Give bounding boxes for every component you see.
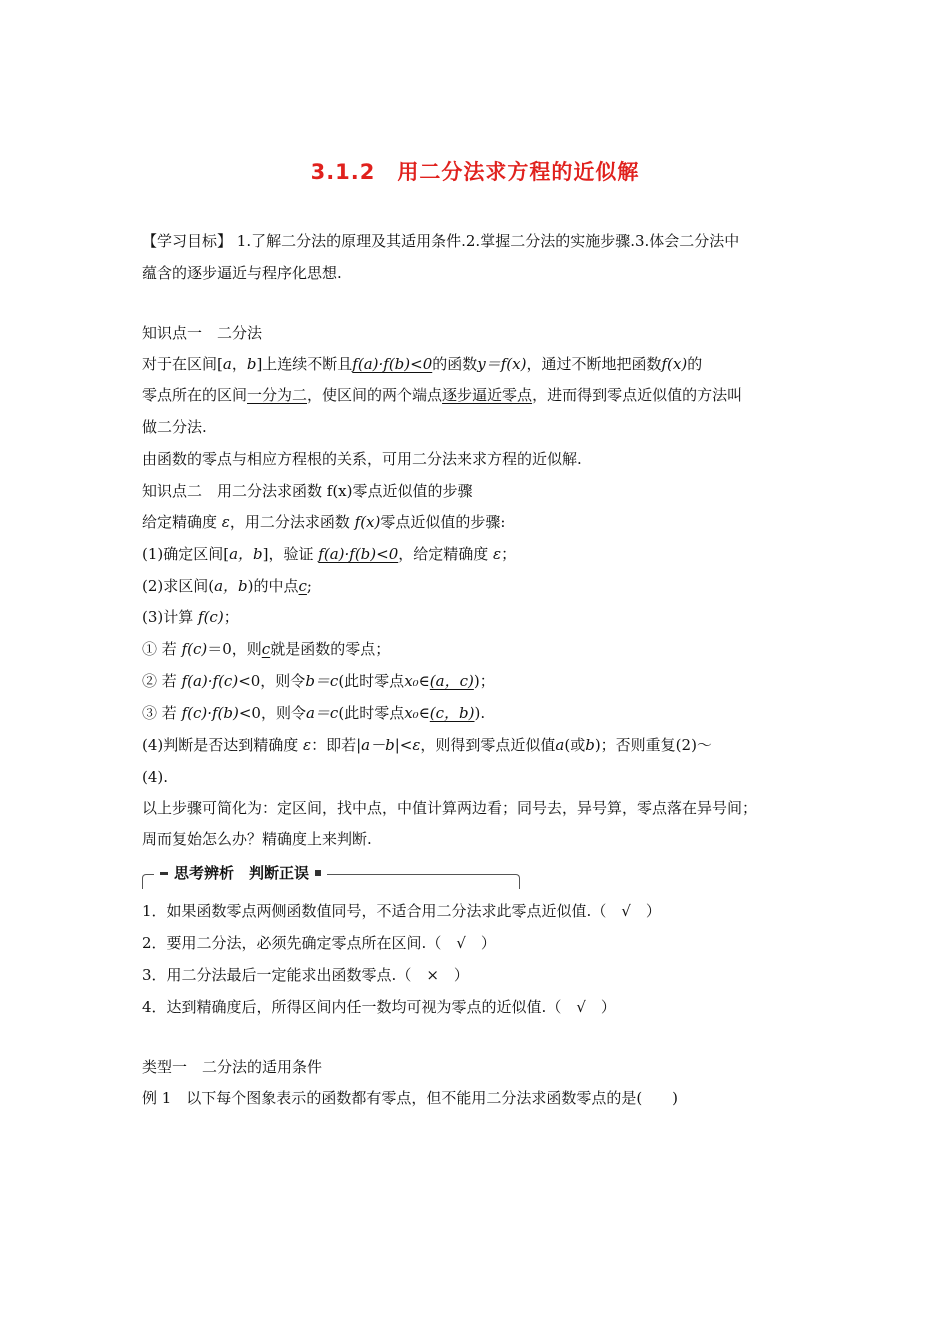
function-fx: f(x) bbox=[661, 355, 688, 373]
text: ③ 若 bbox=[142, 704, 177, 722]
text: ＝0，则 bbox=[207, 640, 262, 658]
text: 的函数 bbox=[432, 355, 478, 373]
text: (4)判断是否达到精确度 bbox=[142, 736, 299, 754]
kp2-summary-1: 以上步骤可简化为：定区间，找中点，中值计算两边看；同号去，异号算，零点落在异号间； bbox=[142, 799, 758, 817]
text: ]，验证 bbox=[262, 545, 314, 563]
square-icon bbox=[315, 870, 321, 876]
kp1-line-4: 由函数的零点与相应方程根的关系，可用二分法来求方程的近似解. bbox=[142, 450, 582, 468]
text: 的 bbox=[687, 355, 703, 373]
text: ② 若 bbox=[142, 672, 177, 690]
kp2-step-3 bbox=[142, 606, 239, 628]
kp2-step-4-cont: (4). bbox=[142, 768, 169, 786]
objectives-line-2: 蕴含的逐步逼近与程序化思想. bbox=[142, 264, 342, 282]
kp1-line-2 bbox=[142, 384, 742, 406]
kp2-intro bbox=[142, 511, 505, 533]
text: (或 bbox=[564, 736, 586, 754]
text: ，给定精确度 bbox=[398, 545, 489, 563]
objectives-tag: 【学习目标】 bbox=[142, 232, 233, 250]
var-b: b bbox=[585, 736, 595, 754]
underlined-interval: (a，c) bbox=[429, 672, 474, 690]
underlined-term: 逐步逼近零点 bbox=[442, 386, 533, 404]
text: ，使区间的两个端点 bbox=[307, 386, 443, 404]
text: (此时零点 bbox=[338, 704, 405, 722]
text: )；否则重复(2)～ bbox=[594, 736, 712, 754]
kp2-step-2 bbox=[142, 575, 312, 597]
text: 零点所在的区间 bbox=[142, 386, 248, 404]
epsilon: ε bbox=[412, 736, 421, 754]
think-section-header bbox=[142, 862, 518, 888]
text: 就是函数的零点； bbox=[270, 640, 391, 658]
kp2-case-3 bbox=[142, 702, 485, 724]
difference: a－b bbox=[361, 736, 395, 754]
dash-icon bbox=[160, 872, 168, 875]
text: <0，则令 bbox=[238, 672, 306, 690]
product: f(c)·f(b) bbox=[181, 704, 239, 722]
text: ∈ bbox=[418, 704, 430, 722]
text: ① 若 bbox=[142, 640, 177, 658]
underlined-condition: f(a)·f(b)<0 bbox=[352, 355, 433, 373]
epsilon: ε bbox=[303, 736, 312, 754]
text: (3)计算 bbox=[142, 608, 194, 626]
kp2-case-2 bbox=[142, 670, 495, 692]
x0: x₀ bbox=[404, 672, 419, 690]
kp1-line-3: 做二分法. bbox=[142, 418, 207, 436]
text: 对于在区间[ bbox=[142, 355, 223, 373]
think-q2: 2．要用二分法，必须先确定零点所在区间.（ √ ） bbox=[142, 934, 496, 952]
function-fc: f(c) bbox=[198, 608, 224, 626]
think-q1: 1．如果函数零点两侧函数值同号，不适合用二分法求此零点近似值.（ √ ） bbox=[142, 902, 661, 920]
kp1-heading: 知识点一 二分法 bbox=[142, 324, 263, 342]
text: ，进而得到零点近似值的方法叫 bbox=[532, 386, 743, 404]
kp2-step-1 bbox=[142, 543, 516, 565]
underlined-condition: f(a)·f(b)<0 bbox=[318, 545, 399, 563]
function-fc: f(c) bbox=[181, 640, 208, 658]
epsilon: ε bbox=[493, 545, 502, 563]
kp2-summary-2: 周而复始怎么办？精确度上来判断. bbox=[142, 830, 372, 848]
kp1-line-1 bbox=[142, 353, 702, 375]
text: 给定精确度 bbox=[142, 513, 218, 531]
interval: a，b bbox=[214, 577, 248, 595]
objectives-line-1 bbox=[142, 230, 739, 252]
zero-c: c bbox=[261, 640, 271, 658]
assignment: b＝c bbox=[305, 672, 339, 690]
text: (2)求区间( bbox=[142, 577, 215, 595]
kp2-step-4 bbox=[142, 734, 712, 756]
product: f(a)·f(c) bbox=[181, 672, 239, 690]
function-y: y＝f(x) bbox=[477, 355, 527, 373]
var-a: a bbox=[222, 355, 232, 373]
text: <0，则令 bbox=[238, 704, 306, 722]
midpoint-c: c bbox=[298, 577, 307, 595]
assignment: a＝c bbox=[305, 704, 339, 722]
text: ∈ bbox=[418, 672, 430, 690]
text: )的中点 bbox=[247, 577, 299, 595]
kp2-heading: 知识点二 用二分法求函数 f(x)零点近似值的步骤 bbox=[142, 482, 473, 500]
text: ; bbox=[306, 577, 312, 595]
text: ，通过不断地把函数 bbox=[526, 355, 662, 373]
text: ：即若| bbox=[311, 736, 362, 754]
think-label: 思考辨析 判断正误 bbox=[174, 864, 310, 882]
text: ，用二分法求函数 bbox=[229, 513, 350, 531]
text: |< bbox=[394, 736, 413, 754]
function-fx: f(x) bbox=[354, 513, 381, 531]
text: ， bbox=[231, 355, 247, 373]
var-a: a bbox=[555, 736, 565, 754]
var-b: b bbox=[246, 355, 257, 373]
x0: x₀ bbox=[404, 704, 419, 722]
think-q3: 3．用二分法最后一定能求出函数零点.（ × ） bbox=[142, 966, 469, 984]
think-q4: 4．达到精确度后，所得区间内任一数均可视为零点的近似值.（ √ ） bbox=[142, 998, 616, 1016]
text: ； bbox=[223, 608, 239, 626]
example-1: 例 1 以下每个图象表示的函数都有零点，但不能用二分法求函数零点的是( ) bbox=[142, 1089, 679, 1107]
kp2-case-1 bbox=[142, 638, 390, 660]
text: 零点近似值的步骤: bbox=[380, 513, 506, 531]
interval: a，b bbox=[229, 545, 263, 563]
underlined-term: 一分为二 bbox=[247, 386, 308, 404]
text: (此时零点 bbox=[338, 672, 405, 690]
underlined-interval: (c，b) bbox=[429, 704, 475, 722]
page-title: 3.1.2 用二分法求方程的近似解 bbox=[310, 160, 640, 184]
text: ，则得到零点近似值 bbox=[420, 736, 556, 754]
objectives-text-1: 1.了解二分法的原理及其适用条件.2.掌握二分法的实施步骤.3.体会二分法中 bbox=[236, 232, 740, 250]
text: ). bbox=[474, 704, 486, 722]
text: )； bbox=[473, 672, 495, 690]
text: ； bbox=[501, 545, 517, 563]
type1-heading: 类型一 二分法的适用条件 bbox=[142, 1058, 323, 1076]
text: (1)确定区间[ bbox=[142, 545, 230, 563]
text: ]上连续不断且 bbox=[256, 355, 353, 373]
think-label-box bbox=[154, 862, 327, 884]
epsilon: ε bbox=[221, 513, 230, 531]
